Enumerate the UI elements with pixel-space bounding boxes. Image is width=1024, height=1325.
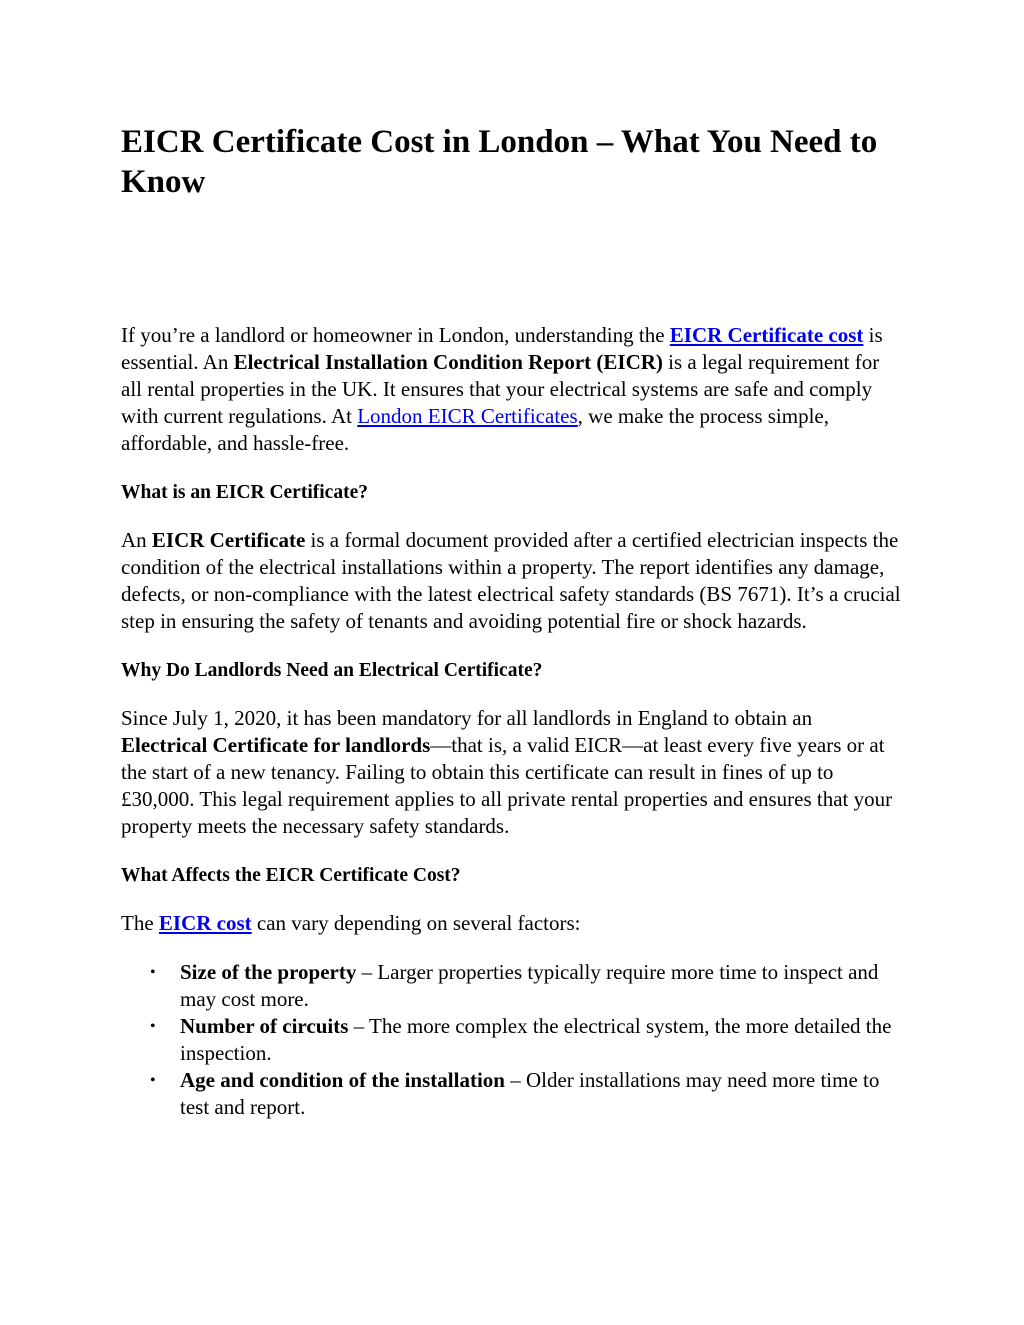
intro-text-3: is a legal requirement for all rental properties in the UK. It ensures that your electrical systems are safe and comply with current regulations. At [121, 350, 880, 428]
section-paragraph-why-landlords [121, 705, 901, 840]
eicr-certificate-cost-link[interactable]: EICR Certificate cost [669, 323, 864, 347]
s3-text-2: can vary depending on several factors: [251, 911, 581, 935]
list-item-bold: Number of circuits [180, 1014, 349, 1038]
bullet-icon: • [150, 1018, 156, 1035]
s1-text-2: is a formal document provided after a certified electrician inspects the condition of the electrical installations within a property. The report identifies any damage, defects, or non-compliance with the latest electrical safety standards (BS 7671). It’s a crucial step in ensuring the safety of tenants and avoiding potential fire or shock hazards. [121, 528, 901, 633]
list-item [150, 959, 901, 1013]
intro-bold-eicr: Electrical Installation Condition Report (EICR) [233, 350, 663, 374]
s3-text-1: The [121, 911, 159, 935]
s2-text-1: Since July 1, 2020, it has been mandatory for all landlords in England to obtain an [121, 706, 813, 730]
intro-text-1: If you’re a landlord or homeowner in London, understanding the [121, 323, 670, 347]
intro-text-4: , we make the process simple, affordable, and hassle-free. [121, 404, 829, 455]
section-paragraph-what-is [121, 527, 901, 635]
bullet-icon: • [150, 964, 156, 981]
section-heading-what-is: What is an EICR Certificate? [121, 482, 368, 503]
intro-paragraph [121, 322, 901, 457]
list-item-bold: Age and condition of the installation [180, 1068, 505, 1092]
s1-bold: EICR Certificate [151, 528, 306, 552]
list-item-text: – Larger properties typically require more time to inspect and may cost more. [180, 960, 879, 1011]
list-item-text: – Older installations may need more time to test and report. [180, 1068, 880, 1119]
eicr-cost-link[interactable]: EICR cost [158, 911, 252, 935]
s2-text-2: —that is, a valid EICR—at least every five years or at the start of a new tenancy. Failing to obtain this certificate can result in fines of up to £30,000. This legal requirement applies to all private rental properties and ensures that your property meets the necessary safety standards. [121, 733, 893, 838]
factors-list [121, 959, 901, 1121]
page-title: EICR Certificate Cost in London – What You Need to Know [121, 124, 878, 200]
document-page [121, 122, 901, 1121]
list-item [150, 1067, 901, 1121]
section-heading-why-landlords: Why Do Landlords Need an Electrical Certificate? [121, 660, 543, 681]
section-paragraph-what-affects [121, 910, 901, 937]
london-eicr-certificates-link[interactable]: London EICR Certificates [357, 404, 578, 428]
s1-text-1: An [121, 528, 152, 552]
list-item [150, 1013, 901, 1067]
s2-bold: Electrical Certificate for landlords [121, 733, 431, 757]
list-item-text: – The more complex the electrical system, the more detailed the inspection. [180, 1014, 892, 1065]
section-heading-what-affects: What Affects the EICR Certificate Cost? [121, 865, 461, 886]
intro-text-2: is essential. An [121, 323, 883, 374]
bullet-icon: • [150, 1072, 156, 1089]
list-item-bold: Size of the property [180, 960, 357, 984]
